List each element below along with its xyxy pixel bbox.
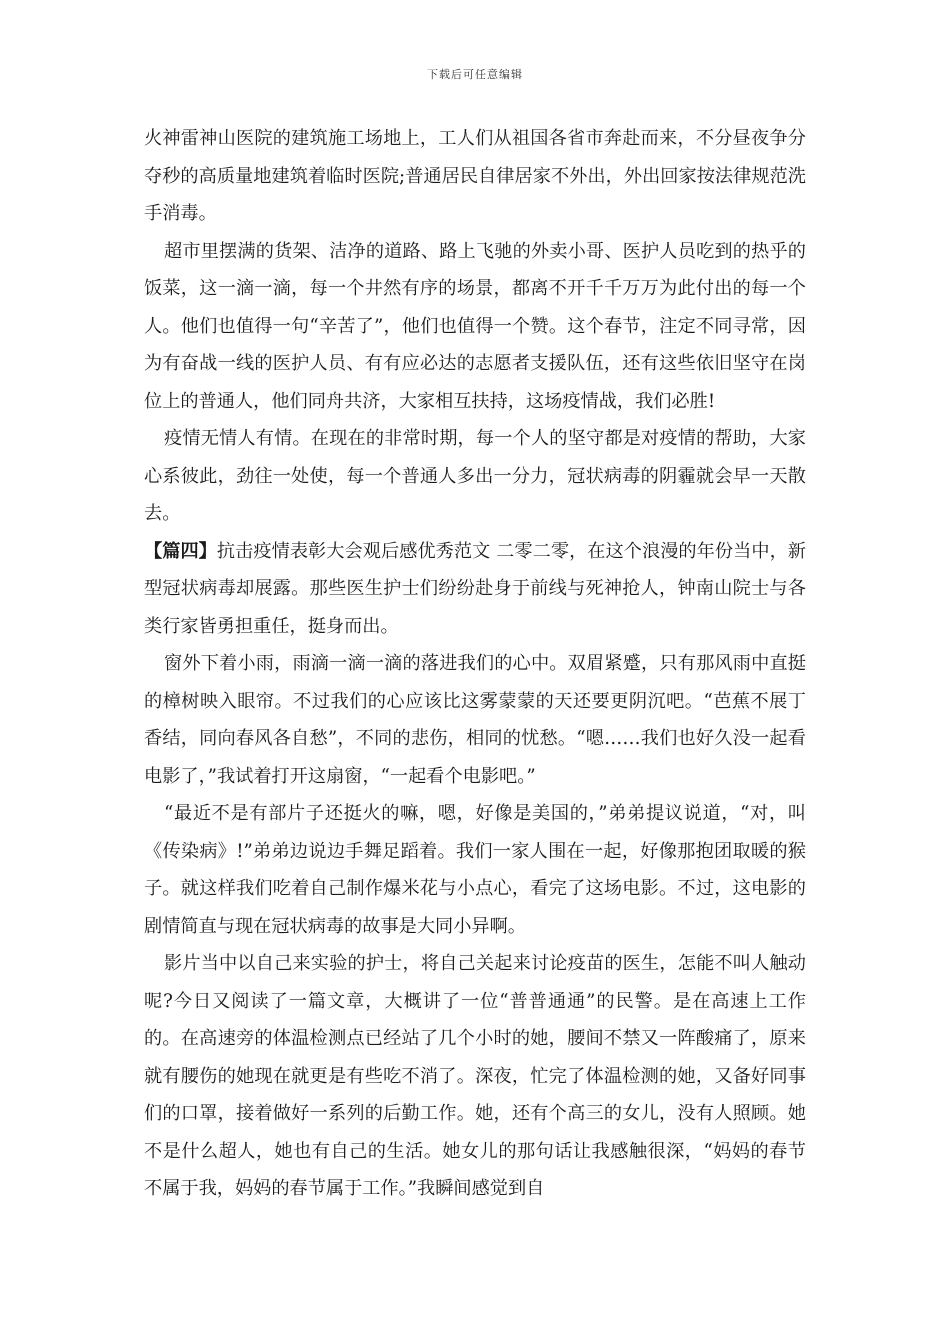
paragraph-2 [144,233,806,421]
paragraph-3 [144,420,806,533]
section-heading: 【篇四】 [144,540,217,562]
document-body [144,120,806,1208]
paragraph-7 [144,945,806,1208]
paragraph-4 [144,533,806,646]
paragraph-text: 火神雷神山医院的建筑施工场地上，工人们从祖国各省市奔赴而来，不分昼夜争分夺秒的高质量地建筑着临时医院;普通居民自律居家不外出，外出回家按法律规范洗手消毒。 [144,128,806,224]
paragraph-6 [144,795,806,945]
paragraph-text: “最近不是有部片子还挺火的嘛，嗯，好像是美国的，”弟弟提议说道，“对，叫《传染病》!”弟弟边说边手舞足蹈着。我们一家人围在一起，好像那抱团取暖的猴子。就这样我们吃着自己制作爆米花与小点心，看完了这场电影。不过，这电影的剧情简直与现在冠状病毒的故事是大同小异啊。 [144,803,806,937]
paragraph-text: 影片当中以自己来实验的护士，将自己关起来讨论疫苗的医生，怎能不叫人触动呢?今日又阅读了一篇文章，大概讲了一位“普普通通”的民警。是在高速上工作的。在高速旁的体温检测点已经站了几个小时的她，腰间不禁又一阵酸痛了，原来就有腰伤的她现在就更是有些吃不消了。深夜，忙完了体温检测的她，又备好同事们的口罩，接着做好一系列的后勤工作。她，还有个高三的女儿，没有人照顾。她不是什么超人，她也有自己的生活。她女儿的那句话让我感触很深，“妈妈的春节不属于我，妈妈的春节属于工作。”我瞬间感觉到自 [144,953,806,1199]
paragraph-text: 疫情无情人有情。在现在的非常时期，每一个人的坚守都是对疫情的帮助，大家心系彼此，劲往一处使，每一个普通人多出一分力，冠状病毒的阴霾就会早一天散去。 [144,428,806,524]
paragraph-5 [144,645,806,795]
page-header: 下载后可任意编辑 [427,68,523,81]
paragraph-text: 超市里摆满的货架、洁净的道路、路上飞驰的外卖小哥、医护人员吃到的热乎的饭菜，这一滴一滴，每一个井然有序的场景，都离不开千千万万为此付出的每一个人。他们也值得一句“辛苦了”，他们也值得一个赞。这个春节，注定不同寻常，因为有奋战一线的医护人员、有有应必达的志愿者支援队伍，还有这些依旧坚守在岗位上的普通人，他们同舟共济，大家相互扶持，这场疫情战，我们必胜! [144,240,806,412]
paragraph-1 [144,120,806,233]
paragraph-text: 窗外下着小雨，雨滴一滴一滴的落进我们的心中。双眉紧蹙，只有那风雨中直挺的樟树映入眼帘。不过我们的心应该比这雾蒙蒙的天还要更阴沉吧。“芭蕉不展丁香结，同向春风各自愁”，不同的悲伤，相同的忧愁。“嗯……我们也好久没一起看电影了，”我试着打开这扇窗，“一起看个电影吧。” [144,653,806,787]
paragraph-text: 抗击疫情表彰大会观后感优秀范文 二零二零，在这个浪漫的年份当中，新型冠状病毒却展露。那些医生护士们纷纷赴身于前线与死神抢人，钟南山院士与各类行家皆勇担重任，挺身而出。 [144,540,806,637]
